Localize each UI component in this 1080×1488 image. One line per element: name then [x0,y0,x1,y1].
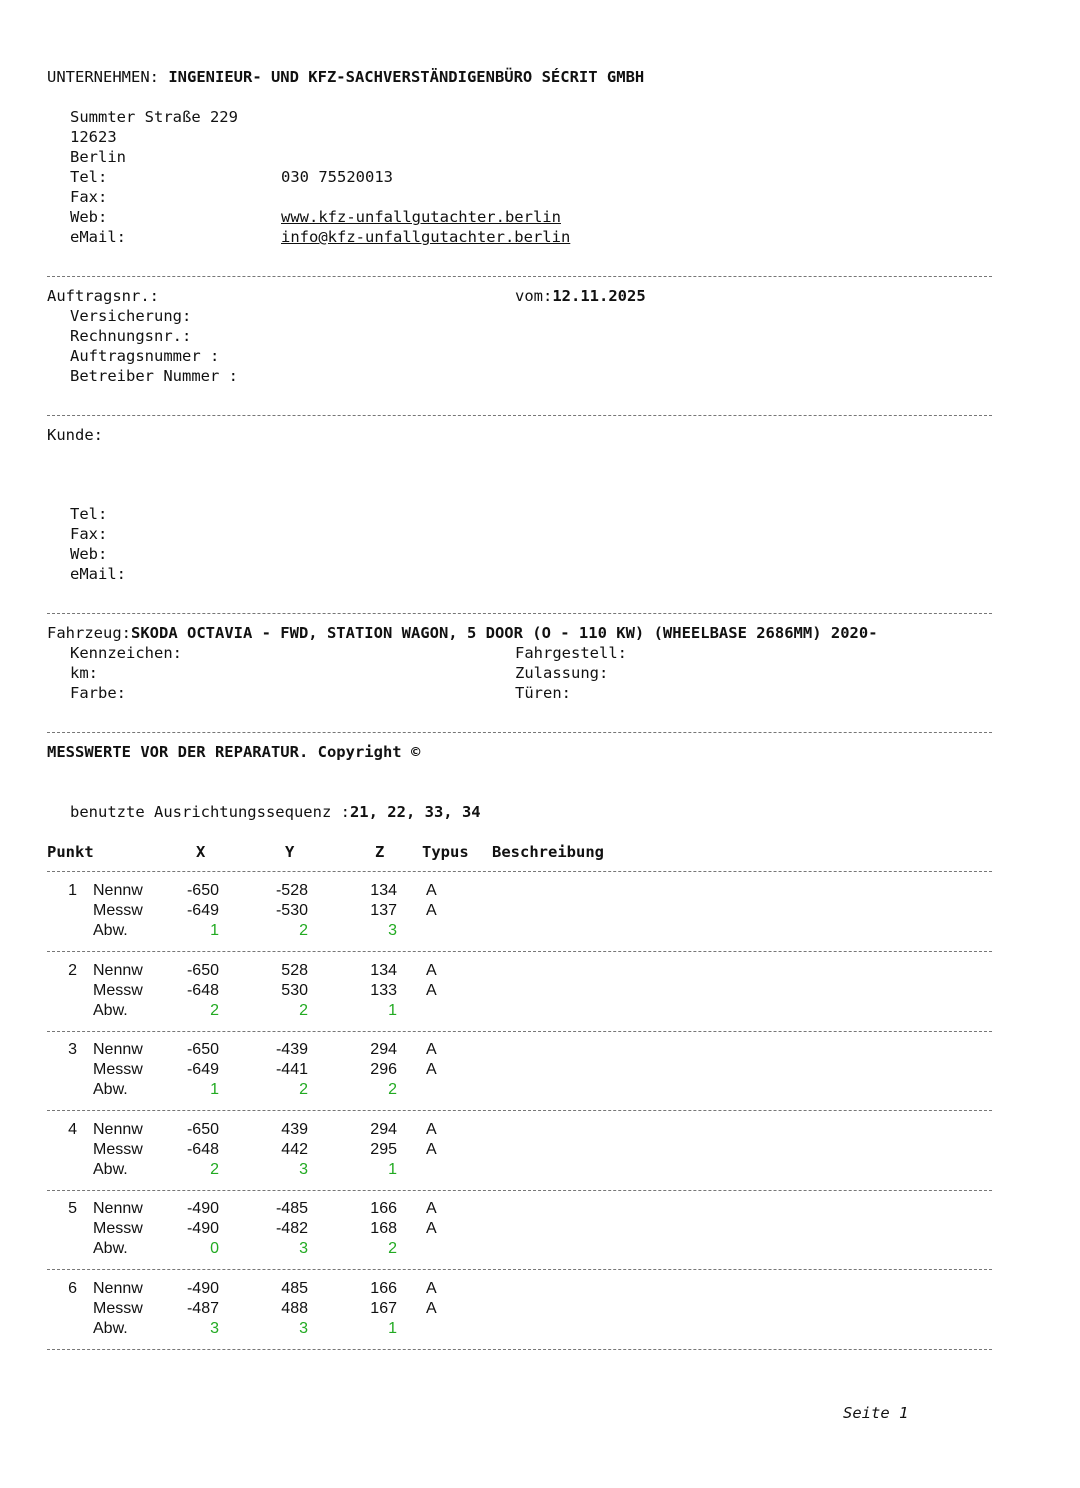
nennw-typus-value: A [426,1041,437,1058]
nennw-y-value: 528 [281,961,308,979]
company-city: Berlin [70,148,126,166]
zulassung-label: Zulassung: [515,664,609,682]
nennw-y-value: 439 [281,1120,308,1138]
sequence-label: benutzte Ausrichtungssequenz : [70,803,350,821]
vehicle-label: Fahrzeug: [47,624,131,642]
company-web-label: Web: [70,208,108,226]
abw-y-value: 2 [299,1001,308,1019]
kunde-email-label: eMail: [70,565,126,583]
separator [47,1269,992,1270]
nennw-x-value: -490 [186,1200,219,1217]
kunde-label: Kunde: [47,426,103,444]
point-id: 5 [68,1200,77,1217]
kennzeichen-label: Kennzeichen: [70,644,182,662]
messw-z-value: 168 [370,1220,397,1237]
messw-y-value: 488 [281,1299,308,1317]
messw-x-value: -487 [186,1299,219,1317]
abw-label: Abw. [93,1160,128,1178]
separator [47,1110,992,1111]
kunde-fax-label: Fax: [70,525,108,543]
point-id: 2 [68,961,77,979]
messw-typus-value: A [426,981,437,999]
nennw-z-value: 166 [370,1200,397,1217]
nennw-label: Nennw [93,1041,143,1058]
messw-z-value: 167 [370,1299,397,1317]
vom-label: vom: [515,287,553,305]
abw-label: Abw. [93,1240,128,1257]
vehicle-name: SKODA OCTAVIA - FWD, STATION WAGON, 5 DOOR (O - 110 KW) (WHEELBASE 2686MM) 2020- [131,624,878,642]
nennw-x-value: -490 [186,1279,219,1297]
abw-z-value: 2 [388,1240,397,1257]
separator [47,1031,992,1032]
nennw-z-value: 134 [370,961,397,979]
nennw-z-value: 294 [370,1041,397,1058]
nennw-typus-value: A [426,961,437,979]
company-tel-label: Tel: [70,168,108,186]
messw-label: Messw [93,1220,143,1237]
messw-typus-value: A [426,902,437,919]
abw-z-value: 3 [388,922,397,939]
separator [47,732,992,733]
separator [47,613,992,614]
abw-z-value: 2 [388,1081,397,1098]
messw-z-value: 133 [370,981,397,999]
fahrgestell-label: Fahrgestell: [515,644,627,662]
messw-y-value: 442 [281,1140,308,1158]
abw-x-value: 1 [210,1081,219,1098]
nennw-y-value: 485 [281,1279,308,1297]
messw-z-value: 295 [370,1140,397,1158]
rechnungsnr-label: Rechnungsnr.: [70,327,192,345]
nennw-y-value: -439 [275,1041,308,1058]
company-email-label: eMail: [70,228,126,246]
abw-y-value: 3 [299,1319,308,1337]
abw-z-value: 1 [388,1001,397,1019]
messw-y-value: -482 [275,1220,308,1237]
messw-typus-value: A [426,1061,437,1078]
nennw-label: Nennw [93,1200,143,1217]
nennw-z-value: 134 [370,882,397,899]
nennw-label: Nennw [93,1279,143,1297]
nennw-typus-value: A [426,882,437,899]
nennw-typus-value: A [426,1200,437,1217]
messw-z-value: 137 [370,902,397,919]
betreiber-label: Betreiber Nummer : [70,367,238,385]
messw-z-value: 296 [370,1061,397,1078]
messw-typus-value: A [426,1220,437,1237]
nennw-x-value: -650 [186,961,219,979]
sequence-value: 21, 22, 33, 34 [349,803,481,821]
abw-y-value: 3 [299,1240,308,1257]
page-number: Seite 1 [843,1404,909,1422]
header-typus: Typus [422,843,469,861]
company-label: UNTERNEHMEN: [47,68,159,86]
abw-x-value: 3 [210,1319,219,1337]
messw-x-value: -648 [186,981,219,999]
separator [47,276,992,277]
separator [47,871,992,872]
company-fax-label: Fax: [70,188,108,206]
nennw-label: Nennw [93,1120,143,1138]
company-tel: 030 75520013 [281,168,393,186]
point-id: 4 [68,1120,77,1138]
abw-label: Abw. [93,1001,128,1019]
separator [47,415,992,416]
point-id: 1 [68,882,77,899]
company-street: Summter Straße 229 [70,108,238,126]
abw-x-value: 1 [210,922,219,939]
abw-label: Abw. [93,1319,128,1337]
nennw-y-value: -485 [275,1200,308,1217]
point-id: 3 [68,1041,77,1058]
abw-z-value: 1 [388,1160,397,1178]
point-id: 6 [68,1279,77,1297]
farbe-label: Farbe: [70,684,126,702]
km-label: km: [70,664,98,682]
header-x: X [196,843,206,861]
header-punkt: Punkt [47,843,94,861]
abw-label: Abw. [93,922,128,939]
messw-label: Messw [93,1140,143,1158]
tueren-label: Türen: [515,684,571,702]
abw-label: Abw. [93,1081,128,1098]
nennw-z-value: 166 [370,1279,397,1297]
separator [47,1190,992,1191]
nennw-x-value: -650 [186,882,219,899]
company-name: INGENIEUR- UND KFZ-SACHVERSTÄNDIGENBÜRO SÉCRIT GMBH [168,68,645,86]
abw-y-value: 2 [299,922,308,939]
messw-y-value: -530 [275,902,308,919]
nennw-label: Nennw [93,961,143,979]
messw-label: Messw [93,902,143,919]
messw-x-value: -648 [186,1140,219,1158]
company-email-link[interactable]: info@kfz-unfallgutachter.berlin [281,228,571,246]
company-web-link[interactable]: www.kfz-unfallgutachter.berlin [281,208,561,226]
abw-y-value: 2 [299,1081,308,1098]
kunde-web-label: Web: [70,545,108,563]
messw-label: Messw [93,1061,143,1078]
messw-x-value: -649 [186,902,219,919]
abw-z-value: 1 [388,1319,397,1337]
messw-typus-value: A [426,1140,437,1158]
abw-x-value: 2 [210,1160,219,1178]
nennw-x-value: -650 [186,1041,219,1058]
messw-label: Messw [93,981,143,999]
company-line [47,67,644,87]
kunde-tel-label: Tel: [70,505,108,523]
abw-x-value: 2 [210,1001,219,1019]
separator [47,1349,992,1350]
auftragsnr-label: Auftragsnr.: [47,287,159,305]
vom-value: 12.11.2025 [552,287,646,305]
company-zip: 12623 [70,128,117,146]
abw-x-value: 0 [210,1240,219,1257]
header-beschreibung: Beschreibung [492,843,604,861]
messw-x-value: -490 [186,1220,219,1237]
separator [47,951,992,952]
messw-label: Messw [93,1299,143,1317]
nennw-x-value: -650 [186,1120,219,1138]
messw-y-value: 530 [281,981,308,999]
nennw-label: Nennw [93,882,143,899]
abw-y-value: 3 [299,1160,308,1178]
versicherung-label: Versicherung: [70,307,192,325]
nennw-z-value: 294 [370,1120,397,1138]
header-z: Z [375,843,385,861]
header-y: Y [285,843,295,861]
auftragsnummer-label: Auftragsnummer : [70,347,220,365]
measure-title: MESSWERTE VOR DER REPARATUR. Copyright © [47,743,421,761]
nennw-typus-value: A [426,1120,437,1138]
vehicle-line [47,623,878,643]
order-date [515,286,646,306]
sequence-line [70,802,481,822]
messw-y-value: -441 [275,1061,308,1078]
messw-x-value: -649 [186,1061,219,1078]
nennw-y-value: -528 [275,882,308,899]
messw-typus-value: A [426,1299,437,1317]
nennw-typus-value: A [426,1279,437,1297]
